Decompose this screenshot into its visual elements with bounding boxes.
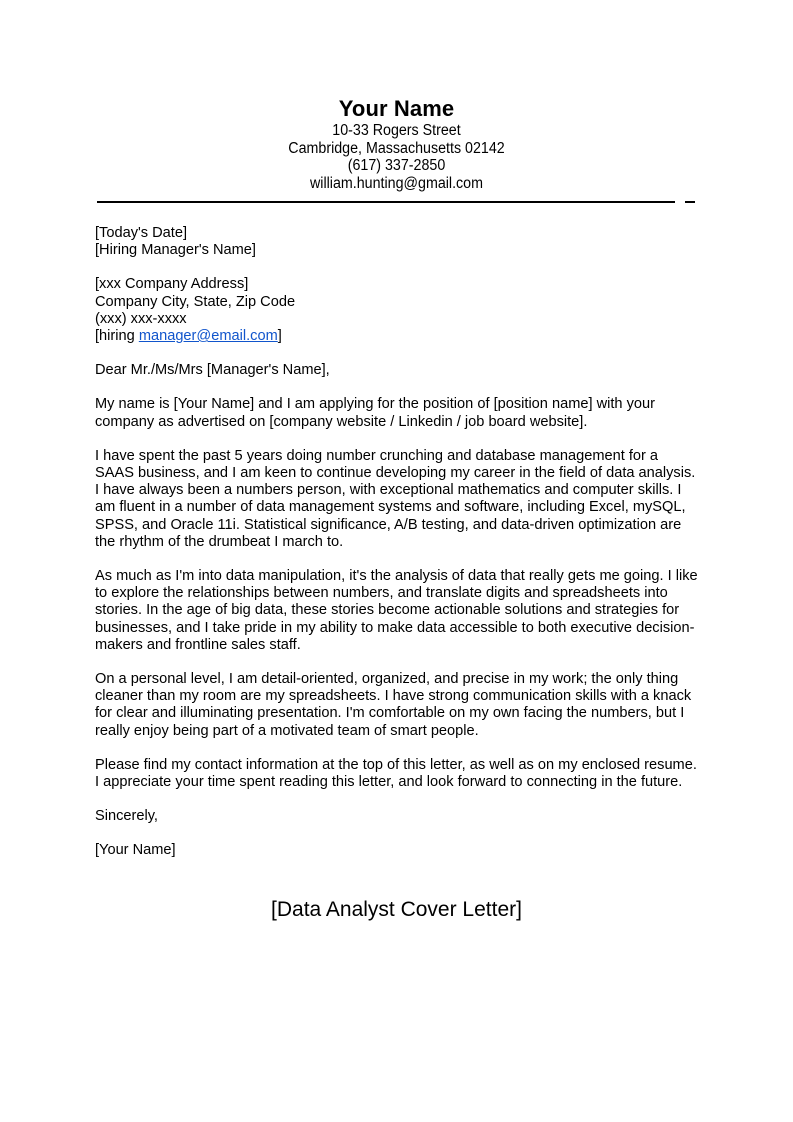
date-and-manager-block — [95, 225, 699, 259]
sender-city-state-zip: Cambridge, Massachusetts 02142 — [288, 139, 505, 157]
header-divider — [97, 199, 697, 205]
letter-body — [95, 225, 699, 860]
body-paragraph-3: As much as I'm into data manipulation, it's the analysis of data that really gets me going. I like to explore the relationships between numbers, and translate digits and spreadsheets into stories. In the age of big data, these stories become actionable solutions and strategies for businesses, and I take pride in my ability to make data accessible to both executive decision-makers and frontline sales staff. — [95, 568, 698, 653]
company-city-state-zip: Company City, State, Zip Code — [95, 293, 296, 310]
divider-rule — [97, 201, 675, 203]
salutation: Dear Mr./Ms/Mrs [Manager's Name], — [95, 362, 330, 379]
body-paragraph-1: My name is [Your Name] and I am applying for the position of [position name] with your company as advertised on [company website / Linkedin / job board website]. — [95, 396, 655, 430]
document-caption: [Data Analyst Cover Letter] — [271, 898, 522, 921]
todays-date: [Today's Date] — [95, 225, 188, 241]
recipient-email-line — [95, 328, 699, 345]
body-paragraph-2: I have spent the past 5 years doing number crunching and database management for a SAAS business, and I am keen to continue developing my career in the field of data analysis. I have always been a numbers person, with exceptional mathematics and computer skills. I am fluent in a number of data management systems and software, including Excel, mySQL, SPSS, and Oracle 11i. Statistical significance, A/B testing, and data-driven optimization are the rhythm of the drumbeat I march to. — [95, 447, 696, 550]
letterhead — [0, 96, 793, 192]
company-phone: (xxx) xxx-xxxx — [95, 310, 187, 327]
body-paragraph-4: On a personal level, I am detail-oriented, organized, and precise in my work; the only thing cleaner than my room are my spreadsheets. I have strong communication skills with a knack for clear and illuminating presentation. I'm comfortable on my own facing the numbers, but I really enjoy being part of a motivated team of smart people. — [95, 671, 692, 739]
recipient-email-link[interactable]: manager@email.com — [138, 328, 278, 345]
body-paragraph-5: Please find my contact information at the top of this letter, as well as on my enclosed resume. I appreciate your time spent reading this letter, and look forward to connecting in the future. — [95, 756, 697, 791]
closing: Sincerely, — [95, 808, 158, 825]
sender-phone: (617) 337-2850 — [347, 157, 446, 175]
signature-name: [Your Name] — [95, 842, 176, 859]
recipient-address-block — [95, 276, 699, 345]
sender-email: william.hunting@gmail.com — [310, 174, 483, 192]
recipient-email-prefix: [hiring — [95, 328, 139, 345]
company-address: [xxx Company Address] — [95, 276, 249, 293]
sender-name: Your Name — [338, 96, 455, 121]
sender-street: 10-33 Rogers Street — [332, 122, 461, 139]
divider-tick-mark — [685, 201, 695, 203]
hiring-manager-name: [Hiring Manager's Name] — [95, 242, 256, 259]
recipient-email-suffix: ] — [277, 328, 282, 345]
